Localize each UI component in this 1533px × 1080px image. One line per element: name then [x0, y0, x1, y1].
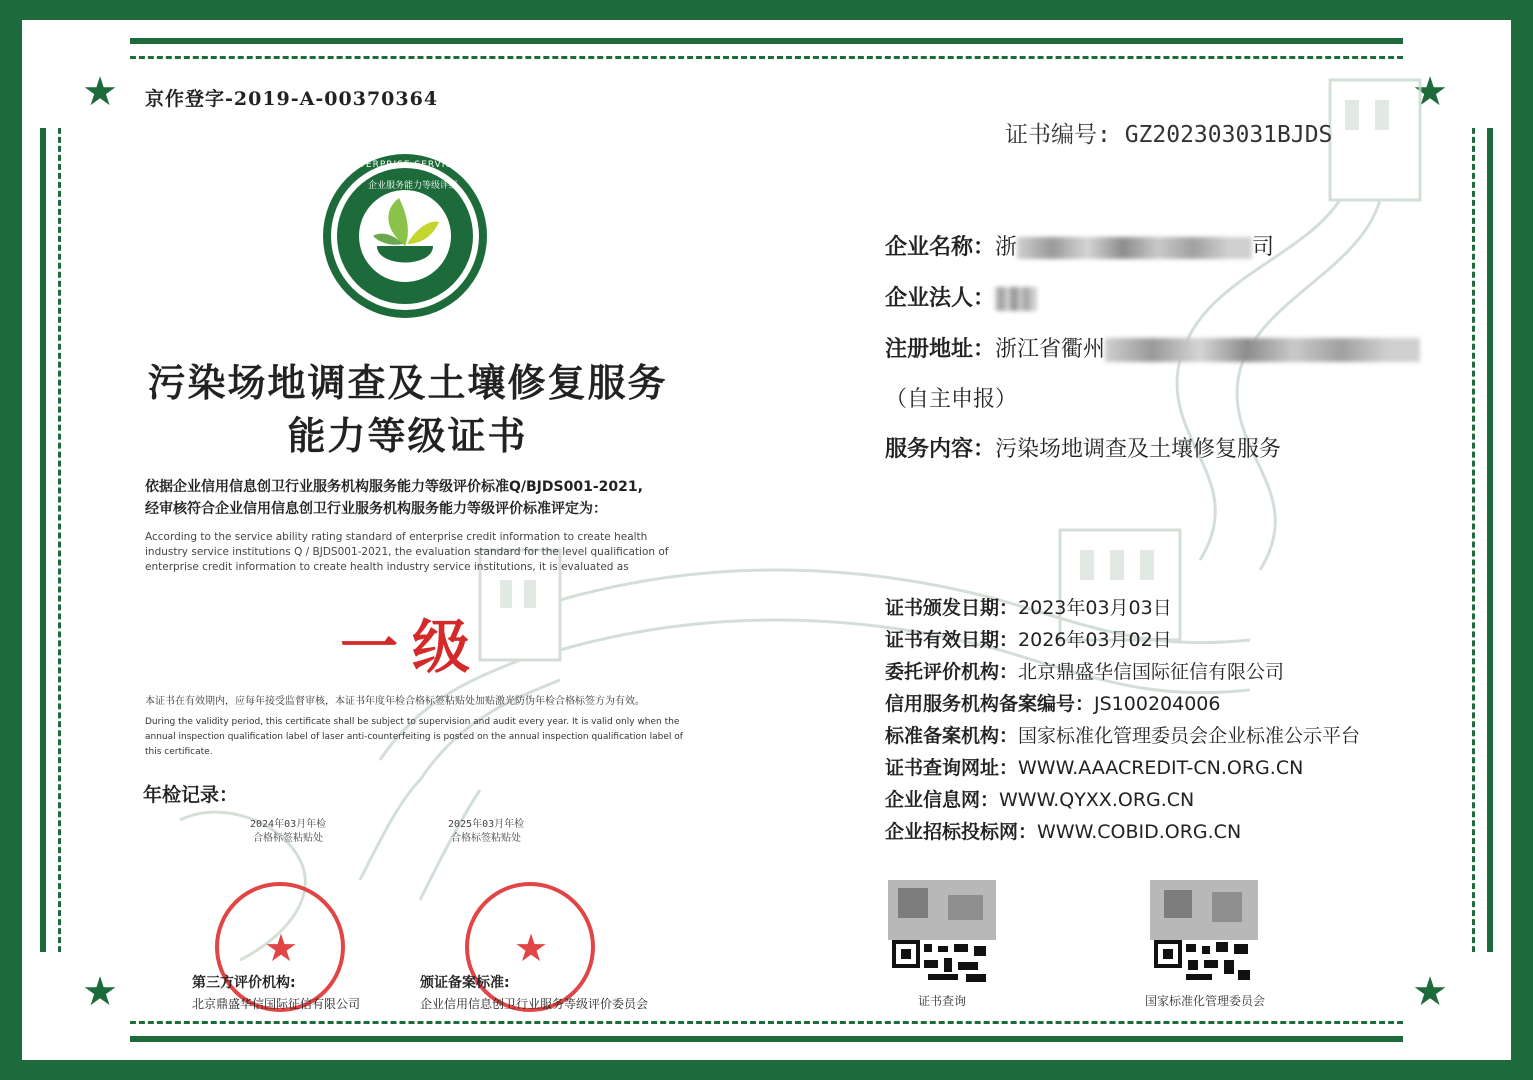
basis-text-line2: 经审核符合企业信用信息创卫行业服务机构服务能力等级评价标准评定为：: [145, 501, 607, 517]
signature-label: 第三方评价机构:: [192, 975, 296, 991]
qr-code-certificate[interactable]: [888, 880, 996, 988]
field-label: 企业法人：: [885, 286, 996, 311]
rating-level: 一级: [340, 613, 485, 681]
certificate-number: 证书编号: GZ202303031BJDS: [1005, 122, 1333, 148]
official-seal: [215, 882, 345, 1012]
info-row: [885, 817, 1241, 844]
info-value: 2026年03月02日: [1018, 629, 1172, 651]
field-label: 服务内容：: [885, 437, 996, 462]
rating-logo-emblem: [315, 150, 495, 322]
info-label: 委托评价机构：: [885, 661, 1019, 683]
legal-person-row: [885, 281, 1037, 312]
redacted-block: [1105, 338, 1420, 362]
seal-star-icon: ★: [514, 926, 549, 970]
info-row: [885, 657, 1284, 684]
field-label: 企业名称：: [885, 235, 996, 260]
signature-org: 北京鼎盛华信国际征信有限公司: [192, 997, 361, 1011]
validity-notice-en: During the validity period, this certificate shall be subject to supervision and audit every year. It is valid only when the annual inspection qualification label of laser anti-counterfeiting is posted on the annual inspection qualification label of this certificate.: [145, 717, 683, 757]
info-value: 北京鼎盛华信国际征信有限公司: [1018, 661, 1285, 683]
info-label: 证书查询网址：: [885, 757, 1019, 779]
annual-inspection-slot: [448, 818, 524, 846]
info-value: 国家标准化管理委员会企业标准公示平台: [1018, 725, 1361, 747]
basis-text-english: According to the service ability rating standard of enterprise credit information to create health industry service institutions Q / BJDS001-2021, the evaluation standard for the level qualification of enterprise credit information to create health industry service institutions, it is evaluated as: [145, 531, 669, 573]
info-row: [885, 721, 1360, 748]
info-value: JS100204006: [1094, 693, 1221, 715]
qr-caption: 国家标准化管理委员会: [1144, 994, 1265, 1008]
info-label: 标准备案机构：: [885, 725, 1019, 747]
seal-star-icon: ★: [264, 926, 299, 970]
info-row: [885, 625, 1172, 652]
corner-star-icon: ★: [82, 69, 118, 115]
annual-slot-line2: 合格标签粘贴处: [451, 833, 522, 844]
info-label: 证书颁发日期：: [885, 597, 1019, 619]
qr-caption: 证书查询: [917, 994, 966, 1008]
company-name-row: [885, 230, 1274, 261]
corner-star-icon: ★: [82, 969, 118, 1015]
info-row: [885, 593, 1172, 620]
field-label: 注册地址：: [885, 337, 996, 362]
official-seal: [465, 882, 595, 1012]
field-label: （自主申报）: [885, 387, 1018, 412]
annual-slot-line1: 2024年03月年检: [250, 819, 327, 830]
corner-star-icon: ★: [1412, 69, 1448, 115]
service-content-row: [885, 432, 1281, 463]
redacted-block: [1017, 237, 1252, 259]
certificate-title-line2: 能力等级证书: [287, 414, 528, 458]
annual-slot-line2: 合格标签粘贴处: [253, 833, 324, 844]
info-value: WWW.AAACREDIT-CN.ORG.CN: [1018, 757, 1304, 779]
validity-notice-cn: 本证书在有效期内，应每年接受监督审核，本证书年度年检合格标签粘贴处加贴激光防伪年检合格标签方为有效。: [145, 696, 645, 707]
info-row: [885, 753, 1303, 780]
certificate-title-line1: 污染场地调查及土壤修复服务: [147, 361, 668, 405]
annual-inspection-slot: [250, 818, 326, 846]
info-label: 企业招标投标网：: [885, 821, 1038, 843]
registration-number: 京作登字-2019-A-00370364: [145, 88, 439, 110]
annual-slot-line1: 2025年03月年检: [448, 819, 525, 830]
self-declared-row: [885, 382, 1017, 413]
field-value-suffix: 司: [1252, 235, 1275, 260]
logo-ring-text-cn: 企业服务能力等级评级: [368, 181, 459, 191]
info-value: 2023年03月03日: [1018, 597, 1172, 619]
signature-org: 企业信用信息创卫行业服务等级评价委员会: [420, 997, 649, 1011]
signature-label: 颁证备案标准:: [420, 975, 510, 991]
info-row: [885, 689, 1220, 716]
logo-ring-text-en: ENTERPRISE SERVICE CAPABILITY RATING: [345, 160, 568, 170]
qr-code-standards[interactable]: [1150, 880, 1258, 988]
annual-inspection-label: 年检记录：: [143, 784, 239, 806]
info-row: [885, 785, 1194, 812]
info-label: 信用服务机构备案编号：: [885, 693, 1095, 715]
corner-star-icon: ★: [1412, 969, 1448, 1015]
info-value: WWW.QYXX.ORG.CN: [999, 789, 1195, 811]
info-value: WWW.COBID.ORG.CN: [1037, 821, 1242, 843]
field-value: 浙: [995, 235, 1018, 260]
info-label: 证书有效日期：: [885, 629, 1019, 651]
field-value: 浙江省衢州: [995, 337, 1106, 362]
redacted-block: [995, 287, 1037, 311]
basis-text-line1: 依据企业信用信息创卫行业服务机构服务能力等级评价标准Q/BJDS001-2021,: [145, 479, 643, 495]
info-label: 企业信息网：: [885, 789, 1000, 811]
address-row: [885, 332, 1420, 363]
field-value: 污染场地调查及土壤修复服务: [995, 437, 1282, 462]
